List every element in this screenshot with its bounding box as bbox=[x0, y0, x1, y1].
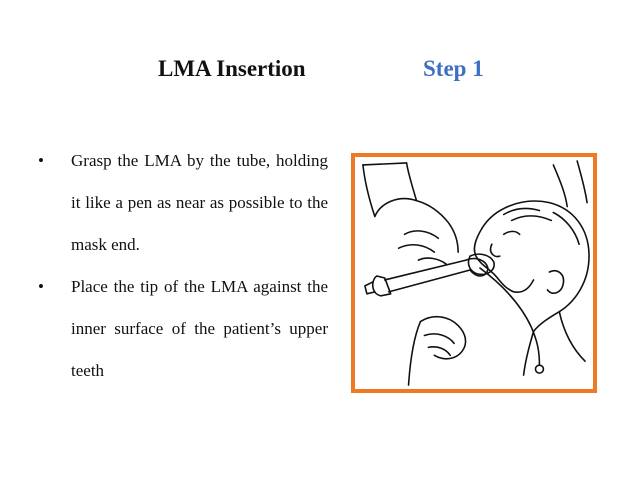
slide-title: LMA Insertion bbox=[158, 56, 306, 81]
operator-fingers bbox=[399, 231, 447, 264]
operator-sleeve bbox=[363, 163, 407, 165]
bullet-icon: • bbox=[38, 151, 44, 170]
lower-arm bbox=[409, 322, 421, 385]
patient-mouth bbox=[468, 254, 494, 274]
patient-nose bbox=[491, 244, 500, 256]
support-hand bbox=[553, 161, 587, 207]
bullet-item bbox=[38, 140, 328, 266]
operator-arm bbox=[363, 163, 417, 217]
bullet-text: Place the tip of the LMA against the inner surface of the patient’s upper teeth bbox=[71, 277, 328, 380]
step-label: Step 1 bbox=[423, 56, 484, 81]
lower-hand-fingers bbox=[424, 334, 454, 355]
bullet-list bbox=[38, 140, 328, 392]
inflation-line bbox=[480, 268, 540, 365]
patient-neck bbox=[524, 312, 585, 375]
bullet-text: Grasp the LMA by the tube, holding it like a pen as near as possible to the mask end. bbox=[71, 151, 328, 254]
lma-tube bbox=[385, 260, 470, 292]
pilot-balloon bbox=[535, 365, 543, 373]
patient-eye bbox=[504, 231, 520, 234]
lma-insertion-illustration bbox=[355, 157, 593, 389]
lower-hand bbox=[420, 317, 465, 359]
bullet-icon: • bbox=[38, 277, 44, 296]
patient-hair bbox=[504, 208, 579, 244]
illustration-frame bbox=[351, 153, 597, 393]
patient-face bbox=[474, 228, 533, 292]
patient-head bbox=[482, 201, 589, 331]
patient-ear bbox=[547, 271, 563, 293]
bullet-item bbox=[38, 266, 328, 392]
